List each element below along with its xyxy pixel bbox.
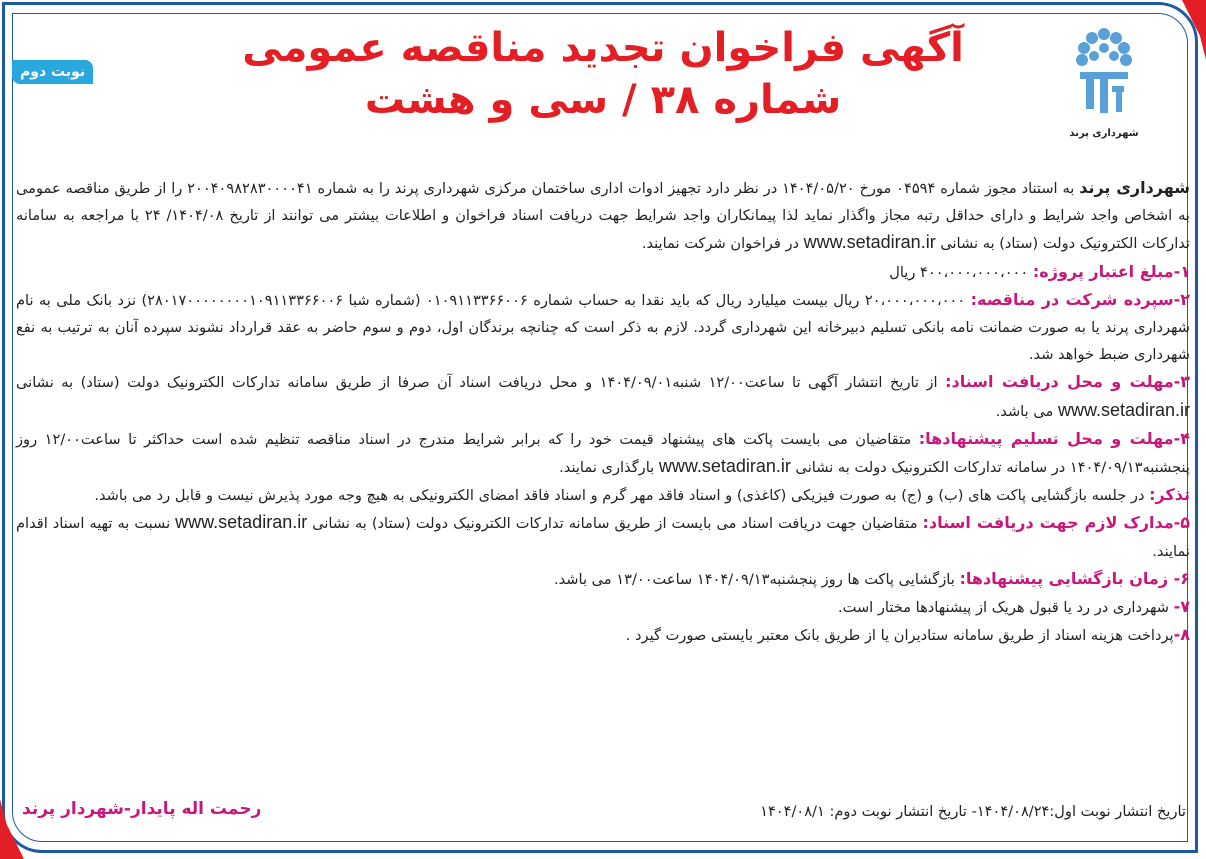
item-label: ۷-: [1173, 597, 1190, 617]
item-payment: [16, 621, 1190, 649]
item-label: ۲-سپرده شرکت در مناقصه:: [970, 289, 1191, 309]
signature: رحمت اله پایدار-شهردار پرند: [22, 799, 262, 819]
intro-text-end: در فراخوان شرکت نمایند.: [641, 235, 804, 253]
item-text: متقاضیان می بایست پاکت های پیشنهاد قیمت خود را که برابر شرایط مندرج در اسناد مناقصه تنظیم شده است حداکثر تا ساعت۱۲/۰۰ روز پنجشنبه۱۴۰۴/۰۹/۱۳ در سامانه تدارکات الکترونیک دولت به نشانی: [16, 430, 1190, 477]
item-deposit: [16, 286, 1190, 369]
page-title: [0, 22, 1206, 126]
item-label: تذکر:: [1149, 485, 1190, 505]
publication-dates: تاریخ انتشار نوبت اول:۱۴۰۴/۰۸/۲۴- تاریخ انتشار نوبت دوم: ۱۴۰۴/۰۸/۱: [760, 803, 1186, 820]
item-text: ۴۰۰،۰۰۰،۰۰۰،۰۰۰ ریال: [889, 263, 1033, 281]
setadiran-link[interactable]: www.setadiran.ir: [175, 512, 308, 533]
intro-lead: شهرداری پرند: [1079, 178, 1191, 197]
item-document-deadline: [16, 368, 1190, 424]
item-rights: [16, 593, 1190, 621]
title-line-1: آگهی فراخوان تجدید مناقصه عمومی: [242, 25, 964, 71]
item-text: ۲۰،۰۰۰،۰۰۰،۰۰۰ ریال بیست میلیارد ریال که باید نقدا به حساب شماره ۰۱۰۹۱۱۳۳۶۶۰۰۶ (شماره شبا ۲۸۰۱۷۰۰۰۰۰۰۰۰۱۰۹۱۱۳۳۶۶۰۰۶) نزد بانک ملی به نام شهرداری پرند یا به صورت ضمانت نامه بانکی تسلیم دبیرخانه این شهرداری گردد. لازم به ذکر است که چنانچه برندگان اول، دوم و سوم حاضر به عقد قرارداد نشوند سپرده آنان به ترتیب به نفع شهرداری ضبط خواهد شد.: [16, 291, 1190, 364]
setadiran-link[interactable]: www.setadiran.ir: [1057, 399, 1190, 420]
intro-text: به استناد مجوز شماره ۰۴۵۹۴ مورخ ۱۴۰۴/۰۵/۲۰ در نظر دارد تجهیز ادوات اداری ساختمان مرکزی شهرداری پرند را به شماره ۲۰۰۴۰۹۸۲۸۳۰۰۰۰۴۱ را از طریق مناقصه عمومی به اشخاص واجد شرایط و دارای حداقل رتبه مجاز واگذار نماید لذا پیمانکاران واجد شرایط جهت دریافت اسناد فراخوان و اطلاعات بیشتر می توانند از تاریخ ۱۴۰۴/۰۸/ ۲۴ با مراجعه به سامانه تدارکات الکترونیک دولت (ستاد) به نشانی: [16, 180, 1190, 253]
item-label: ۸-: [1173, 625, 1190, 645]
item-text: بازگشایی پاکت ها روز پنجشنبه۱۴۰۴/۰۹/۱۳ ساعت۱۳/۰۰ می باشد.: [553, 570, 960, 588]
item-label: ۶- زمان بازگشایی پیشنهادها:: [959, 568, 1190, 588]
item-label: ۱-مبلغ اعتبار پروژه:: [1032, 261, 1190, 281]
item-text: متقاضیان جهت دریافت اسناد می بایست از طریق سامانه تدارکات الکترونیک دولت (ستاد) به نشانی: [307, 515, 923, 533]
item-text: در جلسه بازگشایی پاکت های (ب) و (ج) به صورت فیزیکی (کاغذی) و اسناد فاقد مهر گرم و اسناد فاقد امضای الکترونیکی به هیچ وجه مورد پذیرش نیست و قابل رد می باشد.: [94, 487, 1150, 505]
item-opening-time: [16, 565, 1190, 593]
item-text-end: نسبت به تهیه اسناد اقدام نمایند.: [16, 515, 1190, 560]
item-text-end: می باشد.: [995, 402, 1058, 420]
logo-text: شهرداری پرند: [1069, 128, 1139, 139]
setadiran-link[interactable]: www.setadiran.ir: [803, 232, 936, 253]
item-required-documents: [16, 509, 1190, 564]
title-line-2: شماره ۳۸ / سی و هشت: [364, 77, 842, 123]
ad-body: [16, 174, 1190, 649]
item-label: ۳-مهلت و محل دریافت اسناد:: [945, 372, 1191, 392]
setadiran-link[interactable]: www.setadiran.ir: [658, 456, 791, 477]
item-text-end: بارگذاری نمایند.: [559, 459, 659, 477]
ad-footer: [22, 799, 1186, 820]
item-submission-deadline: [16, 425, 1190, 481]
intro-paragraph: [16, 174, 1190, 258]
item-label: ۵-مدارک لازم جهت دریافت اسناد:: [922, 513, 1191, 533]
item-note: [16, 481, 1190, 509]
publication-badge: نوبت دوم: [12, 60, 93, 84]
item-label: ۴-مهلت و محل تسلیم پیشنهادها:: [918, 428, 1190, 448]
item-text: شهرداری در رد یا قبول هریک از پیشنهادها مختار است.: [837, 599, 1174, 617]
item-text: پرداخت هزینه اسناد از طریق سامانه ستادیران یا از طریق بانک معتبر بایستی صورت گیرد .: [625, 627, 1174, 645]
item-text: از تاریخ انتشار آگهی تا ساعت۱۲/۰۰ شنبه۱۴۰۴/۰۹/۰۱ و محل دریافت اسناد آن صرفا از طریق سامانه تدارکات الکترونیک دولت (ستاد) به نشانی: [16, 374, 946, 392]
item-budget: [16, 258, 1190, 286]
